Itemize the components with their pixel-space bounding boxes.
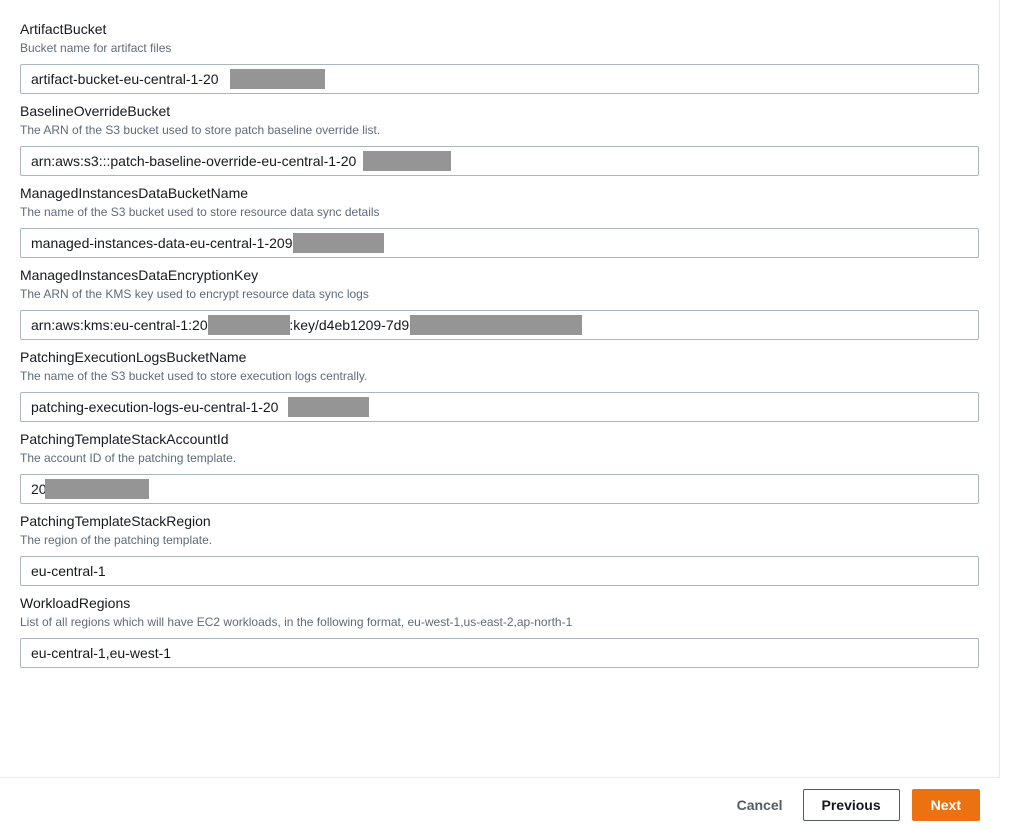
parameter-input-wrapper (20, 228, 979, 258)
parameter-label: BaselineOverrideBucket (20, 103, 171, 119)
parameter-label: PatchingExecutionLogsBucketName (20, 349, 247, 365)
parameter-label: PatchingTemplateStackAccountId (20, 431, 229, 447)
parameter-field (0, 512, 999, 586)
parameter-description: List of all regions which will have EC2 workloads, in the following format, eu-west-1,us-east-2,ap-north-1 (20, 615, 573, 629)
parameter-label: ManagedInstancesDataBucketName (20, 185, 249, 201)
parameter-input[interactable] (20, 392, 979, 422)
parameter-input[interactable] (20, 146, 979, 176)
wizard-footer (0, 778, 1000, 830)
parameter-field (0, 184, 999, 258)
parameter-description: The ARN of the S3 bucket used to store patch baseline override list. (20, 123, 381, 137)
parameter-input[interactable] (20, 556, 979, 586)
cancel-button[interactable]: Cancel (729, 789, 791, 821)
parameter-input[interactable] (20, 638, 979, 668)
parameter-description: The ARN of the KMS key used to encrypt resource data sync logs (20, 287, 369, 301)
parameter-input[interactable] (20, 310, 979, 340)
footer-actions (729, 789, 980, 821)
parameter-input-wrapper (20, 310, 979, 340)
parameter-description: Bucket name for artifact files (20, 41, 172, 55)
parameter-input[interactable] (20, 64, 979, 94)
parameter-input-wrapper (20, 638, 979, 668)
parameter-label: ManagedInstancesDataEncryptionKey (20, 267, 259, 283)
parameter-description: The region of the patching template. (20, 533, 213, 547)
parameter-input-wrapper (20, 474, 979, 504)
parameter-description: The name of the S3 bucket used to store execution logs centrally. (20, 369, 368, 383)
parameter-input[interactable] (20, 474, 979, 504)
parameter-field (0, 266, 999, 340)
parameter-description: The name of the S3 bucket used to store resource data sync details (20, 205, 380, 219)
right-gutter (1000, 0, 1022, 830)
previous-button[interactable]: Previous (803, 789, 900, 821)
parameter-input-wrapper (20, 392, 979, 422)
parameter-label: ArtifactBucket (20, 21, 107, 37)
parameter-label: WorkloadRegions (20, 595, 131, 611)
next-button[interactable]: Next (912, 789, 980, 821)
parameter-field (0, 430, 999, 504)
parameter-field (0, 102, 999, 176)
parameter-field (0, 348, 999, 422)
parameter-description: The account ID of the patching template. (20, 451, 237, 465)
parameter-input[interactable] (20, 228, 979, 258)
parameter-field (0, 0, 999, 94)
parameter-field (0, 594, 999, 668)
parameter-label: PatchingTemplateStackRegion (20, 513, 211, 529)
parameter-input-wrapper (20, 64, 979, 94)
parameter-input-wrapper (20, 556, 979, 586)
parameter-input-wrapper (20, 146, 979, 176)
